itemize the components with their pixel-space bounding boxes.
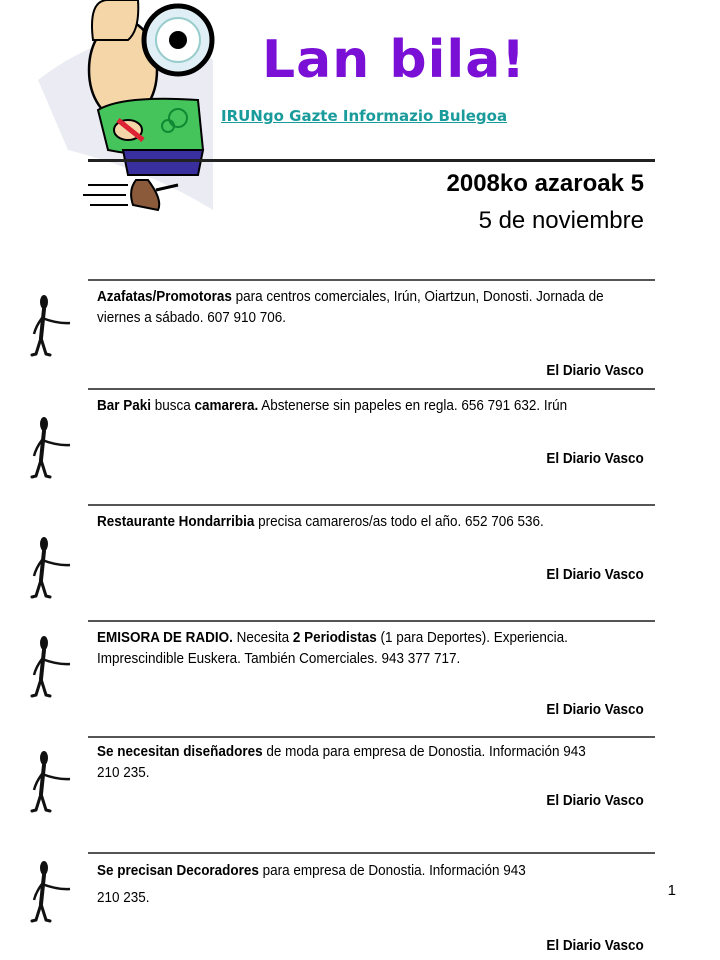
listing-highlight: camarera. [194, 398, 259, 414]
job-listing [0, 852, 720, 960]
listing-highlight: Se necesitan diseñadores [97, 744, 263, 760]
page-number: 1 [667, 882, 676, 899]
listing-detail: Necesita [232, 630, 293, 646]
listing-text [97, 512, 609, 533]
listing-detail: de moda para empresa de Donostia. Información 943 210 235. [97, 744, 586, 781]
stick-figure-icon [30, 294, 78, 358]
listing-highlight: 2 Periodistas [292, 630, 377, 646]
listing-source: El Diario Vasco [546, 567, 644, 583]
stick-figure-icon [30, 416, 78, 480]
listing-divider [88, 736, 655, 738]
date-basque: 2008ko azaroak 5 [446, 170, 644, 197]
listing-highlight: Bar Paki [97, 398, 151, 414]
stick-figure-icon [30, 536, 78, 600]
listing-text [97, 396, 609, 417]
listing-divider [88, 620, 655, 622]
listing-detail: (1 para Deportes). Experiencia. Imprescindible Euskera. También Comerciales. 943 377 717. [97, 630, 568, 667]
listing-text [97, 858, 534, 912]
listing-divider [88, 388, 655, 390]
listing-text [97, 628, 609, 670]
listing-text [97, 742, 609, 784]
job-listing [0, 736, 720, 852]
listing-source: El Diario Vasco [546, 938, 644, 954]
listing-divider [88, 504, 655, 506]
listing-divider [88, 279, 655, 281]
listing-highlight: Azafatas/Promotoras [97, 289, 232, 305]
listing-detail: para centros comerciales, Irún, Oiartzun, Donosti. Jornada de viernes a sábado. 607 910 706. [97, 289, 604, 326]
listing-source: El Diario Vasco [546, 702, 644, 718]
listing-detail: busca [150, 398, 195, 414]
magnifier-mascot-illustration [28, 0, 218, 220]
job-listing [0, 620, 720, 736]
job-listing [0, 279, 720, 387]
stick-figure-icon [30, 860, 78, 924]
listing-detail: Abstenerse sin papeles en regla. 656 791 632. Irún [258, 398, 568, 414]
listing-divider [88, 852, 655, 854]
date-spanish: 5 de noviembre [478, 207, 644, 234]
listing-text [97, 287, 609, 329]
office-link[interactable]: IRUNgo Gazte Informazio Bulegoa [221, 107, 508, 125]
job-listing [0, 504, 720, 620]
listing-source: El Diario Vasco [546, 363, 644, 379]
listing-detail: para empresa de Donostia. Información 943 210 235. [97, 863, 526, 906]
job-listing [0, 388, 720, 504]
stick-figure-icon [30, 635, 78, 699]
listing-highlight: EMISORA DE RADIO. [97, 630, 233, 646]
listing-source: El Diario Vasco [546, 451, 644, 467]
page-title: Lan bila! [262, 30, 527, 90]
listing-highlight: Restaurante Hondarribia [97, 514, 255, 530]
stick-figure-icon [30, 750, 78, 814]
listing-highlight: Se precisan Decoradores [97, 863, 259, 879]
header-divider [88, 159, 655, 162]
listing-detail: precisa camareros/as todo el año. 652 706 536. [254, 514, 544, 530]
listing-source: El Diario Vasco [546, 793, 644, 809]
